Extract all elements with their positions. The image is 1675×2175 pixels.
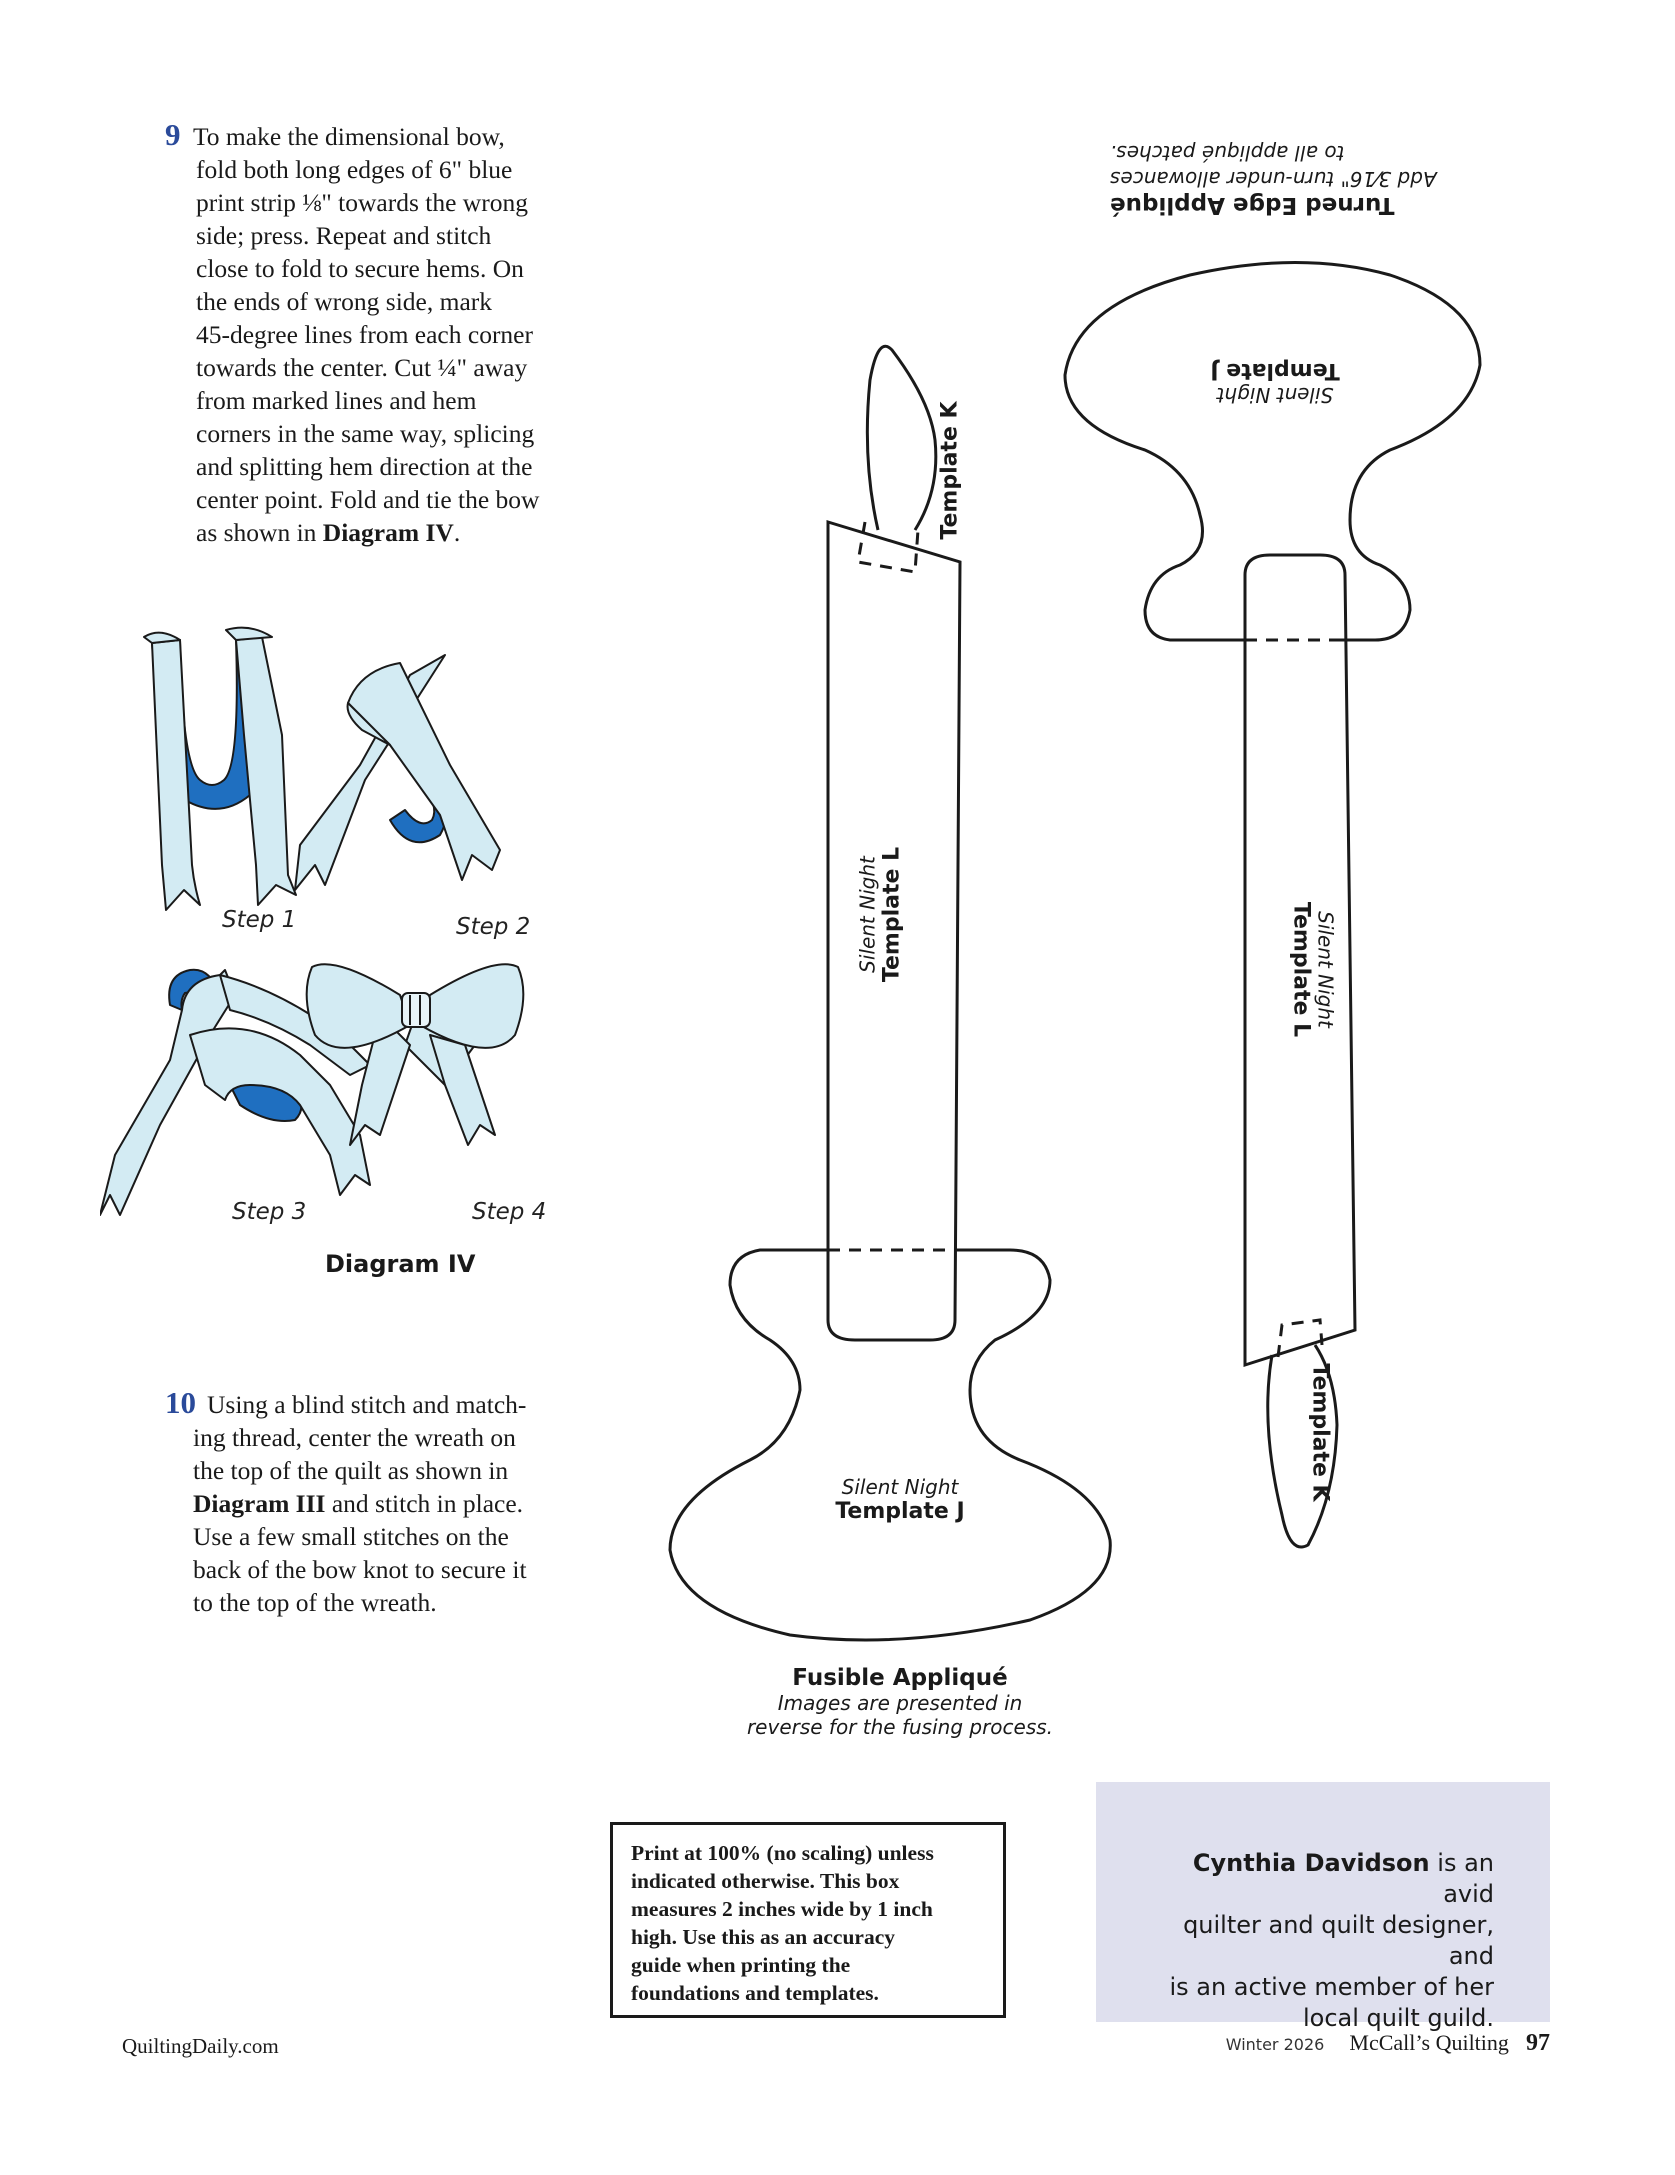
step-9-line: and splitting hem direction at the [196,452,533,481]
step-9-line: close to fold to secure hems. On [196,254,524,283]
fusible-caption [700,1665,1100,1739]
bio-text-1: is an avid [1429,1849,1494,1908]
step-9-line: corners in the same way, splicing [196,419,535,448]
step-9-line: the ends of wrong side, mark [196,287,493,316]
print-box-line: high. Use this as an accuracy [631,1925,895,1949]
template-k-label-right [1308,1353,1333,1513]
bow-step-1-icon [144,628,296,910]
template-k-inv-name: Template K [1307,1363,1333,1502]
step-3-caption: Step 3 [232,1199,307,1225]
template-j-inv-name: Template J [1210,358,1340,383]
step-9-line: from marked lines and hem [196,386,477,415]
step-9-line: print strip ⅛" towards the wrong [196,188,528,217]
bio-line-1 [1136,1848,1494,1910]
step-9-line: towards the center. Cut ¼" away [196,353,528,382]
step-2-caption: Step 2 [456,914,531,940]
fusible-line-2: reverse for the fusing process. [746,1715,1054,1739]
fusible-title: Fusible Appliqué [792,1665,1008,1691]
template-j-subtitle: Silent Night [841,1475,959,1499]
step-9-last-prefix: as shown in [196,518,323,547]
turned-edge-line-1: Add 3⁄16" turn-under allowances [1110,167,1437,191]
template-l-inv-subtitle: Silent Night [1313,911,1338,1028]
step-10-line-4 [193,1487,633,1520]
turned-edge-line-2: to all appliqué patches. [1110,141,1345,165]
step-10-text [207,1388,627,1421]
step-9-last-line [196,516,633,549]
diagram-iv-ref: Diagram IV [322,518,454,547]
step-4-caption: Step 4 [472,1199,547,1225]
template-l-name: Template L [879,846,905,983]
template-l-label-right [1289,885,1338,1055]
template-k-shape [867,346,936,530]
template-j-inverted-shape [1065,263,1480,641]
print-box-line: indicated otherwise. This box [631,1869,900,1893]
step-10-number: 10 [165,1385,196,1420]
template-j-inv-subtitle: Silent Night [1216,383,1334,407]
footer-issue: Winter 2026 [1225,2035,1325,2054]
bio-line-4: local quilt guild. [1302,2004,1494,2032]
step-10-line: to the top of the wreath. [193,1588,437,1617]
turned-edge-templates-outline [1050,245,1500,1565]
footer-magazine: McCall’s Quilting [1349,2030,1509,2055]
bow-step-2-icon [295,655,500,890]
step-10-line: ing thread, center the wreath on [193,1423,516,1452]
step-10-line: Use a few small stitches on the [193,1522,509,1551]
fusible-line-1: Images are presented in [777,1691,1023,1715]
step-10-line: the top of the quilt as shown in [193,1456,509,1485]
template-l-inv-name: Template L [1288,901,1314,1038]
diagram-iv-title: Diagram IV [325,1250,476,1278]
step-10-text-body [193,1421,633,1619]
step-9-number: 9 [165,117,181,152]
author-bio [1096,1782,1550,2032]
step-9-line: To make the dimensional bow, [193,122,505,151]
step-9-last-suffix: . [453,518,461,547]
template-j-name: Template J [835,1499,965,1524]
step-9-text [193,120,633,549]
footer-site[interactable]: QuiltingDaily.com [122,2034,279,2058]
step-10-line: Using a blind stitch and match- [207,1390,527,1419]
step-9-line: fold both long edges of 6" blue [196,155,513,184]
step-9-line: side; press. Repeat and stitch [196,221,492,250]
print-box-line: Print at 100% (no scaling) unless [631,1841,934,1865]
author-name: Cynthia Davidson [1192,1849,1430,1877]
diagram-iv-illustration [100,615,660,1275]
print-accuracy-box [610,1822,1006,2018]
template-j-shape [670,1250,1110,1640]
step-1-caption: Step 1 [222,907,297,933]
turned-edge-note [1110,140,1490,218]
bio-line-2: quilter and quilt designer, and [1183,1911,1494,1970]
template-l-subtitle: Silent Night [855,856,880,973]
turned-edge-title: Turned Edge Appliqué [1110,192,1395,218]
diagram-iii-ref: Diagram III [193,1489,326,1518]
step-10-line: back of the bow knot to secure it [193,1555,527,1584]
print-box-line: guide when printing the [631,1953,851,1977]
template-j-label-right [1185,358,1365,407]
footer-right [1226,2030,1550,2057]
step-9-line: 45-degree lines from each corner [196,320,533,349]
step-10-line-4-rest: and stitch in place. [325,1489,524,1518]
template-k-name: Template K [937,401,963,540]
print-box-line: foundations and templates. [631,1981,879,2005]
template-j-label-left [800,1475,1000,1524]
print-box-line: measures 2 inches wide by 1 inch [631,1897,933,1921]
step-9-line: center point. Fold and tie the bow [196,485,540,514]
bio-line-3: is an active member of her [1169,1973,1494,2001]
template-k-label-left [938,391,963,551]
template-l-label-left [856,830,905,1000]
footer-page-number: 97 [1526,2030,1550,2056]
